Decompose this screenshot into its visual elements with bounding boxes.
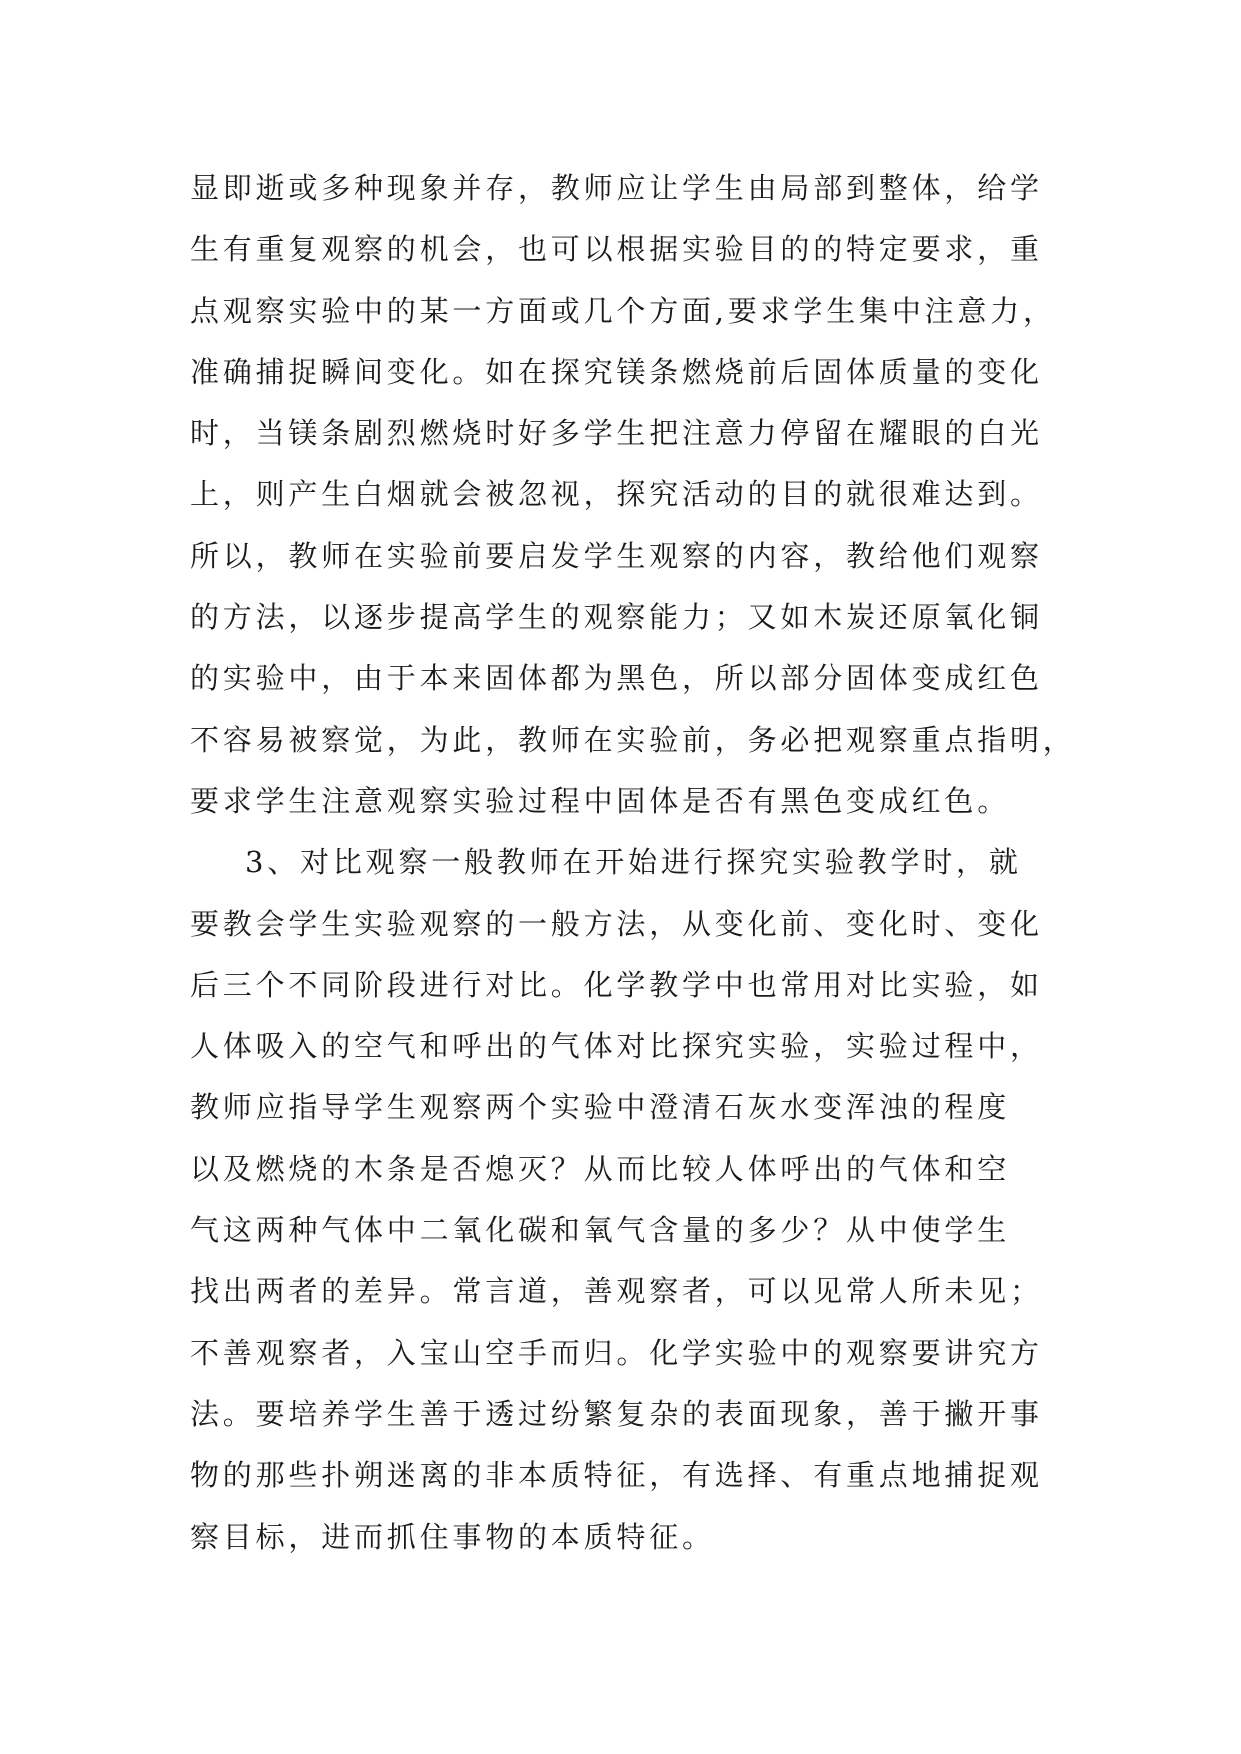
text-line: 的实验中，由于本来固体都为黑色，所以部分固体变成红色 <box>190 661 1043 696</box>
text-line: 的方法，以逐步提高学生的观察能力；又如木炭还原氧化铜 <box>190 600 1043 635</box>
text-line: 法。要培养学生善于透过纷繁复杂的表面现象，善于撇开事 <box>190 1396 1043 1431</box>
text-line: 后三个不同阶段进行对比。化学教学中也常用对比实验，如 <box>190 967 1043 1002</box>
text-line: 气这两种气体中二氧化碳和氧气含量的多少？从中使学生 <box>190 1213 1011 1248</box>
text-line: 人体吸入的空气和呼出的气体对比探究实验，实验过程中， <box>190 1029 1043 1064</box>
text-line: 察目标，进而抓住事物的本质特征。 <box>190 1519 715 1554</box>
text-line: 点观察实验中的某一方面或几个方面,要求学生集中注意力， <box>190 293 1056 328</box>
text-line: 3、对比观察一般教师在开始进行探究实验教学时，就 <box>245 845 1022 880</box>
text-line: 要求学生注意观察实验过程中固体是否有黑色变成红色。 <box>190 783 1011 818</box>
text-line: 所以，教师在实验前要启发学生观察的内容，教给他们观察 <box>190 538 1043 573</box>
text-line: 准确捕捉瞬间变化。如在探究镁条燃烧前后固体质量的变化 <box>190 354 1043 389</box>
text-line: 显即逝或多种现象并存，教师应让学生由局部到整体，给学 <box>190 171 1043 205</box>
text-line: 以及燃烧的木条是否熄灭？从而比较人体呼出的气体和空 <box>190 1151 1011 1186</box>
text-line: 要教会学生实验观察的一般方法，从变化前、变化时、变化 <box>190 906 1043 941</box>
body-text <box>190 158 1090 1568</box>
text-line: 上，则产生白烟就会被忽视，探究活动的目的就很难达到。 <box>190 477 1043 512</box>
text-line: 不容易被察觉，为此，教师在实验前，务必把观察重点指明， <box>190 722 1076 757</box>
text-line: 不善观察者，入宝山空手而归。化学实验中的观察要讲究方 <box>190 1335 1043 1370</box>
text-line: 教师应指导学生观察两个实验中澄清石灰水变浑浊的程度 <box>190 1090 1011 1125</box>
text-line: 物的那些扑朔迷离的非本质特征，有选择、有重点地捕捉观 <box>190 1458 1043 1493</box>
text-line: 生有重复观察的机会，也可以根据实验目的的特定要求，重 <box>190 232 1043 267</box>
text-line: 找出两者的差异。常言道，善观察者，可以见常人所未见； <box>190 1274 1043 1309</box>
text-line: 时，当镁条剧烈燃烧时好多学生把注意力停留在耀眼的白光 <box>190 416 1043 451</box>
